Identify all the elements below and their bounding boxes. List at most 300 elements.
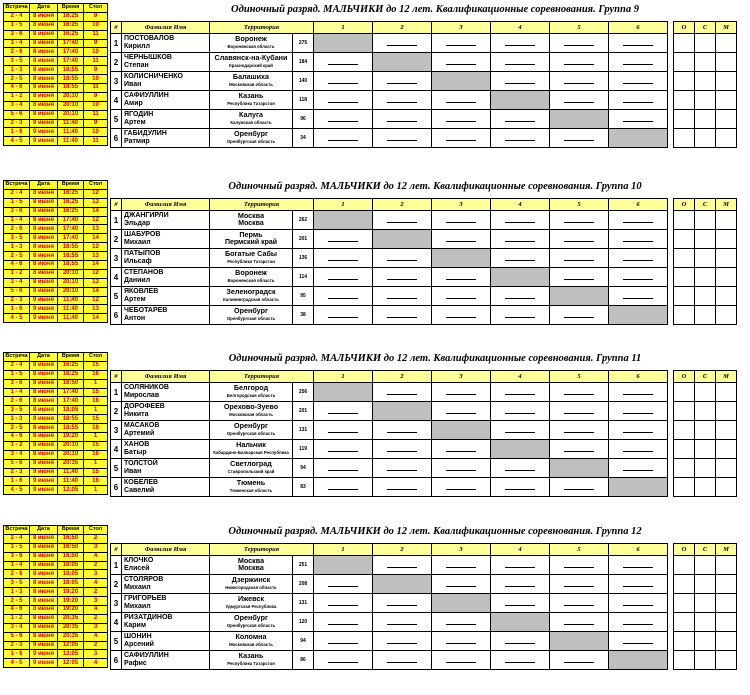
place-cell [716,268,737,287]
schedule-cell: 14 [84,207,108,216]
schedule-cell: 16 [84,424,108,433]
score-line [505,64,535,65]
score-line [387,317,417,318]
ratio-cell [695,230,716,249]
player-surname: СОЛЯНИКОВ [124,384,169,391]
player-city: Славянск-на-Кубани [214,53,288,62]
schedule-cell: 20:10 [58,287,84,296]
player-firstname: Артемий [124,430,155,437]
score-line [328,413,358,414]
header-territory: Территория [210,371,314,383]
score-line [387,298,417,299]
player-rating: 201 [293,402,314,421]
result-cell [314,459,373,478]
player-territory [210,613,293,632]
schedule-cell: 4 - 6 [4,433,30,442]
player-rating: 95 [293,287,314,306]
schedule-row [4,459,108,468]
schedule-cell: 1 - 6 [4,477,30,486]
group-header-row [111,544,737,556]
schedule-cell: 9 июня [30,486,58,495]
points-cell [674,440,695,459]
schedule-cell: 10 [84,128,108,137]
player-region: Воронежская область [227,44,275,49]
player-number: 6 [111,651,122,670]
schedule-cell: 18:55 [58,252,84,261]
player-rating: 118 [293,91,314,110]
player-number: 6 [111,478,122,497]
player-territory [210,53,293,72]
score-line [623,586,653,587]
points-cell [674,402,695,421]
schedule-row [4,198,108,207]
player-city: Оренбург [234,613,268,622]
header-num: # [111,371,122,383]
player-firstname: Артем [124,119,146,126]
player-rating: 96 [293,110,314,129]
points-cell [674,287,695,306]
result-cell [314,478,373,497]
player-row [111,459,737,478]
schedule-cell: 16:50 [58,552,84,561]
result-cell [373,651,432,670]
schedule-header-cell: Время [58,526,84,535]
result-cell [314,91,373,110]
schedule-cell: 1 - 3 [4,243,30,252]
result-cell [373,556,432,575]
player-name [122,383,210,402]
player-firstname: Рафис [124,660,147,667]
schedule-cell: 3 [84,570,108,579]
player-name [122,632,210,651]
result-cell [432,651,491,670]
self-cell [491,268,550,287]
header-opponent: 4 [491,199,550,211]
result-cell [432,556,491,575]
schedule-row [4,84,108,93]
score-line [387,279,417,280]
player-surname: КОЛИСНИЧЕНКО [124,73,183,80]
result-cell [491,383,550,402]
schedule-cell: 11:40 [58,314,84,323]
schedule-cell: 3 - 4 [4,101,30,110]
self-cell [314,34,373,53]
header-o: О [674,199,695,211]
self-cell [609,478,668,497]
result-cell [609,230,668,249]
schedule-cell: 16:25 [58,207,84,216]
player-name [122,421,210,440]
result-cell [491,575,550,594]
ratio-cell [695,613,716,632]
self-cell [550,632,609,651]
schedule-cell: 11:40 [58,468,84,477]
ratio-cell [695,306,716,325]
score-line [446,643,476,644]
schedule-cell: 8 июня [30,261,58,270]
schedule-header-cell: Дата [30,4,58,13]
schedule-table [3,180,108,323]
schedule-row [4,189,108,198]
schedule-cell: 8 июня [30,406,58,415]
player-region: Оренбургская область [226,316,276,321]
player-firstname: Артем [124,296,146,303]
result-cell [609,72,668,91]
player-surname: ЧЕРНЫШКОВ [124,54,172,61]
schedule-cell: 8 июня [30,588,58,597]
result-cell [491,129,550,148]
schedule-row [4,370,108,379]
result-cell [373,306,432,325]
player-row [111,287,737,306]
player-region: Нижегородская область [225,585,277,590]
schedule-cell: 1 - 5 [4,198,30,207]
player-number: 2 [111,575,122,594]
schedule-header-row [4,353,108,362]
group-table [110,21,737,148]
schedule-row [4,66,108,75]
schedule-cell: 1 [84,459,108,468]
result-cell [432,129,491,148]
player-region: Воронежская область [227,278,275,283]
player-firstname: Никита [124,411,149,418]
score-line [387,121,417,122]
player-rating: 119 [293,440,314,459]
result-cell [314,110,373,129]
player-row [111,91,737,110]
score-line [387,489,417,490]
self-cell [432,72,491,91]
result-cell [550,91,609,110]
schedule-cell: 18:05 [58,406,84,415]
player-firstname: Арсений [124,641,154,648]
schedule-cell: 18:55 [58,243,84,252]
score-line [505,470,535,471]
score-line [387,451,417,452]
schedule-cell: 17:40 [58,225,84,234]
result-cell [373,383,432,402]
schedule-cell: 8 июня [30,397,58,406]
score-line [446,45,476,46]
player-rating: 184 [293,53,314,72]
place-cell [716,651,737,670]
schedule-cell: 2 - 6 [4,570,30,579]
player-row [111,556,737,575]
schedule-cell: 3 - 6 [4,207,30,216]
self-cell [609,306,668,325]
schedule-row [4,486,108,495]
schedule-cell: 1 - 3 [4,415,30,424]
schedule-row [4,287,108,296]
result-cell [550,575,609,594]
schedule-cell: 8 июня [30,459,58,468]
score-line [505,605,535,606]
schedule-row [4,659,108,668]
schedule-cell: 20:10 [58,110,84,119]
result-cell [432,287,491,306]
schedule-cell: 19:20 [58,433,84,442]
player-rating: 251 [293,556,314,575]
score-line [564,64,594,65]
player-city: Воронеж [235,34,267,43]
place-cell [716,383,737,402]
schedule-cell: 11:40 [58,119,84,128]
player-firstname: Мирослав [124,392,160,399]
header-c: С [695,199,716,211]
schedule-cell: 10 [84,101,108,110]
player-region: Тюменская область [229,488,273,493]
schedule-cell: 20:35 [58,623,84,632]
schedule-cell: 1 - 4 [4,39,30,48]
score-line [446,470,476,471]
schedule-cell: 17:40 [58,48,84,57]
result-cell [550,421,609,440]
player-city: Казань [238,91,264,100]
score-line [328,451,358,452]
player-number: 1 [111,556,122,575]
schedule-cell: 4 - 5 [4,659,30,668]
schedule-cell: 5 - 6 [4,632,30,641]
schedule-row [4,234,108,243]
player-region: Калининградская область [223,297,279,302]
schedule-row [4,614,108,623]
schedule-cell: 2 [84,614,108,623]
player-number: 5 [111,632,122,651]
schedule-header-cell: Дата [30,353,58,362]
result-cell [314,72,373,91]
schedule-header-cell: Стол [84,181,108,190]
schedule-header-cell: Стол [84,4,108,13]
score-line [387,567,417,568]
header-territory: Территория [210,22,314,34]
score-line [446,102,476,103]
header-num: # [111,544,122,556]
player-territory [210,230,293,249]
score-line [623,298,653,299]
header-c: С [695,371,716,383]
schedule-header-cell: Встреча [5,181,28,188]
score-line [446,586,476,587]
self-cell [491,440,550,459]
player-region: Кабардино-Балкарская Республика [213,450,289,455]
player-number: 2 [111,230,122,249]
points-cell [674,556,695,575]
ratio-cell [695,632,716,651]
result-cell [609,249,668,268]
result-cell [373,594,432,613]
result-cell [550,129,609,148]
result-cell [314,421,373,440]
header-opponent: 4 [491,544,550,556]
player-row [111,129,737,148]
result-cell [609,53,668,72]
schedule-row [4,243,108,252]
score-line [387,260,417,261]
player-firstname: Михаил [124,584,151,591]
result-cell [491,459,550,478]
schedule-table [3,3,108,146]
player-name [122,287,210,306]
schedule-header-cell: Встреча [5,353,28,360]
schedule-cell: 8 июня [30,632,58,641]
result-cell [373,613,432,632]
schedule-cell: 4 - 6 [4,606,30,615]
result-cell [373,287,432,306]
result-cell [373,478,432,497]
score-line [446,317,476,318]
result-cell [609,421,668,440]
player-row [111,651,737,670]
place-cell [716,53,737,72]
schedule-cell: 8 июня [30,30,58,39]
ratio-cell [695,53,716,72]
schedule-header-cell: Время [58,353,84,362]
schedule-cell: 14 [84,261,108,270]
result-cell [314,594,373,613]
schedule-cell: 9 июня [30,477,58,486]
schedule-cell: 18:55 [58,66,84,75]
schedule-cell: 19:20 [58,597,84,606]
result-cell [609,268,668,287]
player-rating: 86 [293,651,314,670]
schedule-cell: 1 - 2 [4,614,30,623]
schedule-cell: 8 июня [30,623,58,632]
schedule-cell: 11 [84,30,108,39]
schedule-row [4,441,108,450]
points-cell [674,230,695,249]
schedule-cell: 17:40 [58,397,84,406]
player-name [122,613,210,632]
schedule-cell: 3 [84,623,108,632]
score-line [387,432,417,433]
schedule-cell: 16:25 [58,21,84,30]
player-city: Казань [238,651,264,660]
schedule-cell: 11:40 [58,305,84,314]
score-line [623,260,653,261]
schedule-cell: 8 июня [30,198,58,207]
points-cell [674,651,695,670]
header-opponent: 5 [550,371,609,383]
schedule-header-cell: Стол [84,353,108,362]
schedule-row [4,543,108,552]
schedule-cell: 2 - 5 [4,424,30,433]
result-cell [491,594,550,613]
score-line [505,662,535,663]
player-rating: 131 [293,421,314,440]
schedule-cell: 12 [84,189,108,198]
schedule-cell: 16 [84,450,108,459]
schedule-cell: 1 - 6 [4,650,30,659]
result-cell [550,72,609,91]
header-opponent: 1 [314,22,373,34]
player-number: 4 [111,440,122,459]
player-name [122,651,210,670]
schedule-row [4,305,108,314]
schedule-cell: 1 - 3 [4,588,30,597]
schedule-cell: 8 июня [30,570,58,579]
score-line [328,586,358,587]
player-city: Богатые Сабы [224,249,278,258]
schedule-cell: 17:40 [58,39,84,48]
player-city: Светлоград [230,459,272,468]
points-cell [674,249,695,268]
header-m: М [716,22,737,34]
schedule-cell: 1 [84,406,108,415]
score-line [505,643,535,644]
points-cell [674,421,695,440]
header-opponent: 6 [609,371,668,383]
group-title: Одиночный разряд. МАЛЬЧИКИ до 12 лет. Квалификационные соревнования. Группа 12 [228,526,642,537]
score-line [387,470,417,471]
schedule-cell: 9 [84,12,108,21]
player-region: Оренбургская область [226,139,276,144]
schedule-cell: 2 - 4 [4,12,30,21]
result-cell [314,268,373,287]
player-name [122,556,210,575]
schedule-row [4,406,108,415]
schedule-cell: 16:25 [58,361,84,370]
schedule-cell: 18:55 [58,84,84,93]
player-rating: 83 [293,478,314,497]
result-cell [609,556,668,575]
player-city: Белгород [233,383,269,392]
player-number: 1 [111,383,122,402]
schedule-row [4,433,108,442]
score-line [328,260,358,261]
result-cell [373,211,432,230]
player-territory [210,211,293,230]
player-territory [210,478,293,497]
player-name [122,129,210,148]
group-title: Одиночный разряд. МАЛЬЧИКИ до 12 лет. Квалификационные соревнования. Группа 9 [231,4,639,15]
schedule-row [4,57,108,66]
score-line [446,662,476,663]
player-rating: 94 [293,459,314,478]
player-region: Московская область [229,82,273,87]
schedule-cell: 14 [84,234,108,243]
schedule-row [4,119,108,128]
player-name [122,440,210,459]
player-rating: 131 [293,594,314,613]
score-line [328,432,358,433]
schedule-row [4,397,108,406]
schedule-cell: 18:05 [58,579,84,588]
player-row [111,53,737,72]
player-firstname: Кирилл [124,43,151,50]
schedule-cell: 13 [84,278,108,287]
self-cell [373,53,432,72]
score-line [446,298,476,299]
score-line [564,102,594,103]
player-rating: 275 [293,34,314,53]
score-line [623,222,653,223]
schedule-cell: 2 - 6 [4,48,30,57]
result-cell [373,129,432,148]
player-firstname: Батыр [124,449,147,456]
score-line [505,241,535,242]
result-cell [432,613,491,632]
schedule-cell: 1 - 5 [4,370,30,379]
schedule-table [3,352,108,495]
schedule-cell: 3 [84,543,108,552]
player-firstname: Ильсаф [124,258,152,265]
schedule-row [4,361,108,370]
schedule-cell: 2 - 4 [4,361,30,370]
place-cell [716,632,737,651]
player-region: Ставропольский край [227,469,275,474]
score-line [623,643,653,644]
score-line [623,121,653,122]
